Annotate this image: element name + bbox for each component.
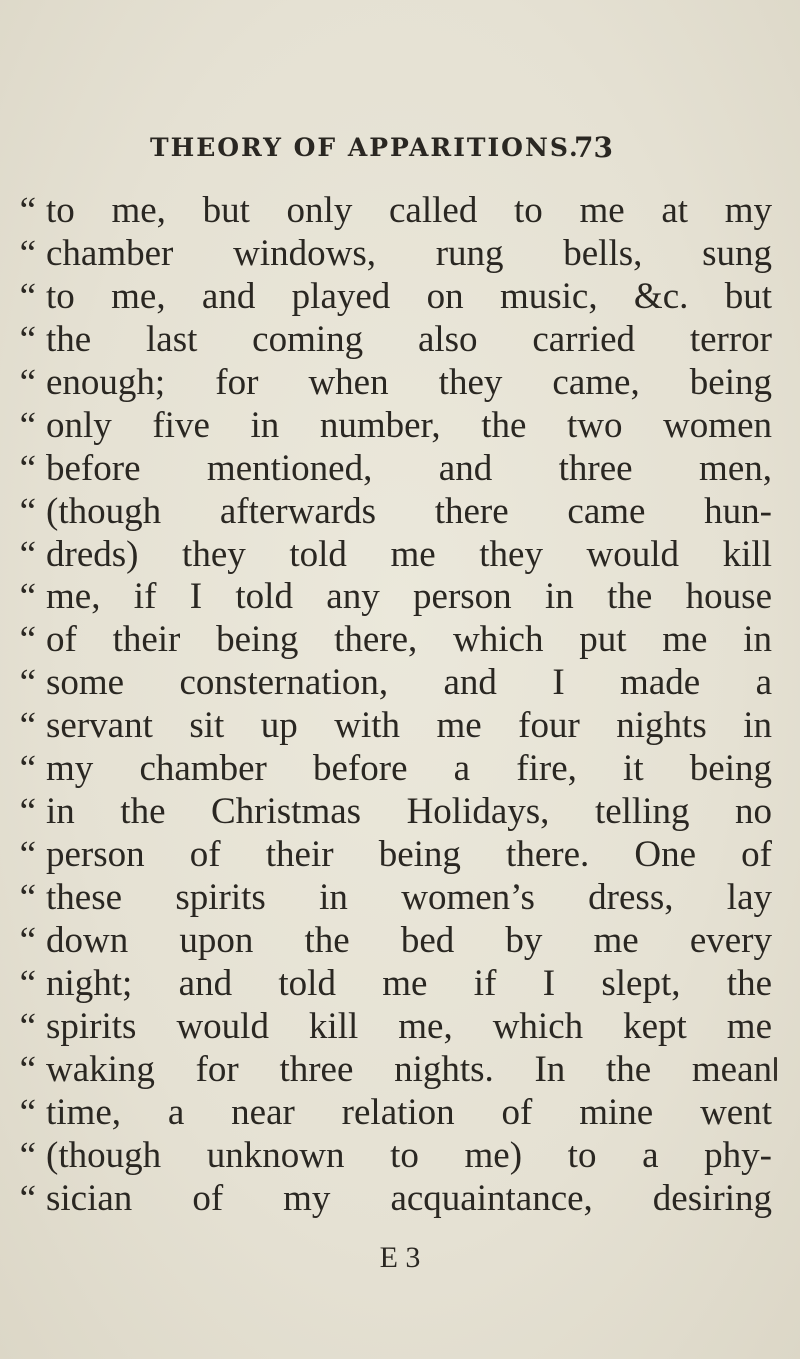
text-line: [0, 405, 800, 448]
quote-mark: “: [19, 1048, 36, 1090]
line-text: in the Christmas Holidays, telling no: [46, 791, 772, 833]
text-line: [0, 877, 800, 920]
quote-mark: “: [19, 619, 36, 661]
text-line: [0, 920, 800, 963]
line-text: chamber windows, rung bells, sung: [46, 232, 772, 274]
text-line: [0, 748, 800, 791]
quote-mark: “: [19, 877, 36, 918]
text-line: [0, 233, 800, 276]
quote-mark: “: [19, 318, 36, 360]
text-line: [0, 834, 800, 877]
text-line: [0, 576, 800, 619]
line-text: enough; for when they came, being: [46, 361, 772, 403]
quote-mark: “: [19, 533, 36, 575]
text-line: [0, 791, 800, 834]
quote-mark: “: [19, 447, 36, 489]
quote-mark: “: [19, 962, 36, 1004]
quote-mark: “: [19, 834, 36, 876]
body-text: [0, 190, 800, 1221]
line-text: me, if I told any person in the house: [46, 576, 772, 618]
text-line: [0, 662, 800, 705]
text-line: [0, 276, 800, 319]
line-text: (though unknown to me) to a phy-: [46, 1134, 772, 1176]
text-line: [0, 491, 800, 534]
line-text: night; and told me if I slept, the: [46, 962, 772, 1004]
text-line: [0, 1178, 800, 1221]
quote-mark: “: [19, 576, 36, 618]
line-text: sician of my acquaintance, desiring: [46, 1177, 772, 1219]
quote-mark: “: [19, 190, 36, 231]
line-text: spirits would kill me, which kept me: [46, 1005, 772, 1047]
text-line: [0, 190, 800, 233]
line-text: dreds) they told me they would kill: [46, 533, 772, 575]
line-text: servant sit up with me four nights in: [46, 705, 772, 747]
text-line: [0, 362, 800, 405]
text-line: [0, 1049, 800, 1092]
quote-mark: “: [19, 748, 36, 790]
line-text: some consternation, and I made a: [46, 662, 772, 704]
quote-mark: “: [19, 404, 36, 446]
text-line: [0, 963, 800, 1006]
line-text: time, a near relation of mine went: [46, 1091, 772, 1133]
quote-mark: “: [19, 791, 36, 833]
line-text: to me, but only called to me at my: [46, 190, 772, 231]
page-number: 73: [574, 131, 613, 164]
quote-mark: “: [19, 1177, 36, 1219]
line-text: waking for three nights. In the mean: [46, 1048, 772, 1090]
text-line: [0, 534, 800, 577]
line-text: person of their being there. One of: [46, 834, 772, 876]
text-line: [0, 1135, 800, 1178]
quote-mark: “: [19, 361, 36, 403]
running-title: THEORY OF APPARITIONS.: [150, 133, 580, 162]
text-line: [0, 705, 800, 748]
quote-mark: “: [19, 705, 36, 747]
text-line: [0, 319, 800, 362]
line-text: (though afterwards there came hun-: [46, 490, 772, 532]
signature-mark: E 3: [379, 1241, 421, 1274]
text-line: [0, 448, 800, 491]
text-line: [0, 619, 800, 662]
line-text: of their being there, which put me in: [46, 619, 772, 661]
quote-mark: “: [19, 275, 36, 317]
quote-mark: “: [19, 232, 36, 274]
margin-mark: [774, 1057, 777, 1081]
line-text: down upon the bed by me every: [46, 919, 772, 961]
running-head: [0, 130, 800, 170]
quote-mark: “: [19, 1005, 36, 1047]
line-text: before mentioned, and three men,: [46, 447, 772, 489]
quote-mark: “: [19, 490, 36, 532]
line-text: the last coming also carried terror: [46, 318, 772, 360]
line-text: my chamber before a fire, it being: [46, 748, 772, 790]
text-line: [0, 1092, 800, 1135]
line-text: these spirits in women’s dress, lay: [46, 877, 772, 918]
line-text: to me, and played on music, &c. but: [46, 275, 772, 317]
quote-mark: “: [19, 662, 36, 704]
quote-mark: “: [19, 1091, 36, 1133]
line-text: only five in number, the two women: [46, 404, 772, 446]
text-line: [0, 1006, 800, 1049]
quote-mark: “: [19, 1134, 36, 1176]
quote-mark: “: [19, 919, 36, 961]
